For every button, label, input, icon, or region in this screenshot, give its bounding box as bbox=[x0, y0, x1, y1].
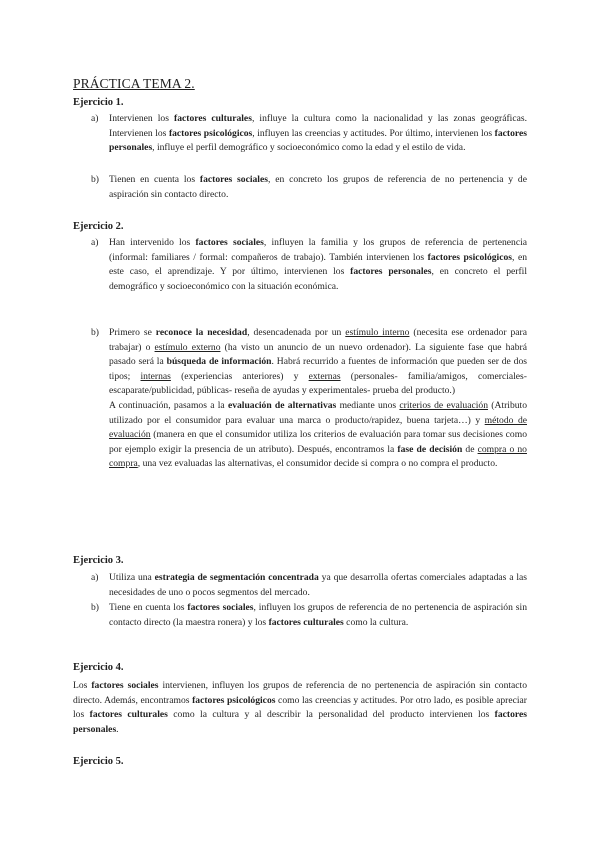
exercise-3-a-marker: a) bbox=[91, 572, 99, 583]
exercise-1-a-answer: Intervienen los factores culturales, influye la cultura como la nacionalidad y las zonas geográficas. Intervienen los factores psicológicos, influyen las creencias y actitudes. Por último, intervienen los factores personales, influye el perfil demográfico y socioeconómico como la edad y el estilo de vida. bbox=[109, 113, 527, 154]
exercise-1-b-answer: Tienen en cuenta los factores sociales, en concreto los grupos de referencia de no pertenencia y de aspiración sin contacto directo. bbox=[109, 174, 527, 200]
exercise-3-heading: Ejercicio 3. bbox=[73, 555, 124, 566]
exercise-2-a-answer: Han intervenido los factores sociales, influyen la familia y los grupos de referencia de pertenencia (informal: familiares / formal: compañeros de trabajo). También intervienen los factores psicológicos, en este caso, el aprendizaje. Y por último, intervienen los factores personales, en concreto el perfil demográfico y socioeconómico con la situación económica. bbox=[109, 237, 527, 292]
exercise-4-heading: Ejercicio 4. bbox=[73, 662, 124, 673]
exercise-2-b-answer: Primero se reconoce la necesidad, desencadenada por un estímulo interno (necesita ese ordenador para trabajar) o estímulo externo (ha visto un anuncio de un nuevo ordenador). La siguiente fase que habrá pasado será la búsqueda de información. Habrá recurrido a fuentes de información que pueden ser de dos tipos; internas (experiencias anteriores) y externas (personales- familia/amigos, comerciales- escaparate/publicidad, públicas- reseña de ayudas y experimentales- prueba del producto.) A continuación, pasamos a la evaluación de alternativas mediante unos criterios de evaluación (Atributo utilizado por el consumidor para evaluar una marca o producto/rapidez, buena tarjeta…) y método de evaluación (manera en que el consumidor utiliza los criterios de evaluación para tomar sus decisiones como por ejemplo exigir la presencia de un atributo). Después, encontramos la fase de decisión de compra o no compra, una vez evaluadas las alternativas, el consumidor decide si compra o no compra el producto. bbox=[109, 327, 528, 470]
exercise-4-answer: Los factores sociales intervienen, influyen los grupos de referencia de no pertenencia de aspiración sin contacto directo. Además, encontramos factores psicológicos como las creencias y actitudes. Por otro lado, es posible apreciar los factores culturales como la cultura y al describir la personalidad del producto intervienen los factores personales. bbox=[73, 680, 528, 735]
exercise-3-a-answer: Utiliza una estrategia de segmentación concentrada ya que desarrolla ofertas comerciales adaptadas a las necesidades de uno o pocos segmentos del mercado. bbox=[109, 572, 527, 598]
exercise-2-b-marker: b) bbox=[91, 327, 99, 338]
page-title: PRÁCTICA TEMA 2. bbox=[73, 76, 195, 91]
exercise-3-b-answer: Tiene en cuenta los factores sociales, influyen los grupos de referencia de no pertenencia de aspiración sin contacto directo (la maestra ronera) y los factores culturales como la cultura. bbox=[109, 602, 527, 628]
exercise-1-a-marker: a) bbox=[91, 113, 99, 124]
exercise-2-heading: Ejercicio 2. bbox=[73, 221, 124, 232]
exercise-3-b-marker: b) bbox=[91, 602, 99, 613]
exercise-1-b-marker: b) bbox=[91, 174, 99, 185]
exercise-2-a-marker: a) bbox=[91, 237, 99, 248]
exercise-1-heading: Ejercicio 1. bbox=[73, 97, 124, 108]
exercise-5-heading: Ejercicio 5. bbox=[73, 756, 124, 767]
